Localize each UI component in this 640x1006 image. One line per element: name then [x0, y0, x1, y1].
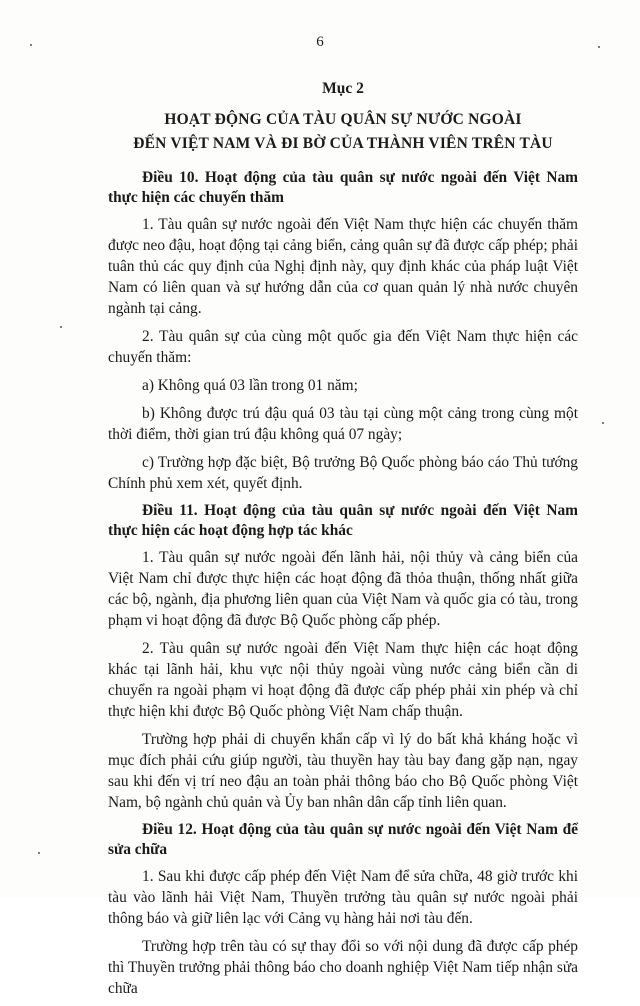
article-paragraph: 2. Tàu quân sự của cùng một quốc gia đến Việt Nam thực hiện các chuyến thăm:	[108, 328, 578, 366]
scan-speck	[38, 852, 40, 854]
article-paragraph: 1. Sau khi được cấp phép đến Việt Nam để sửa chữa, 48 giờ trước khi tàu vào lãnh hải Việt Nam, Thuyền trưởng tàu quân sự nước ngoài phải thông báo và giữ liên lạc với Cảng vụ hàng hải nơi tàu đến.	[108, 868, 578, 927]
article-10	[108, 168, 578, 494]
article-paragraph: 2. Tàu quân sự nước ngoài đến Việt Nam thực hiện các hoạt động khác tại lãnh hải, khu vực nội thủy ngoài vùng nước cảng biển cần di chuyển ra ngoài phạm vi hoạt động đã được cấp phép phải xin phép và chỉ thực hiện khi được Bộ Quốc phòng Việt Nam chấp thuận.	[108, 640, 578, 720]
page-number: 6	[316, 34, 324, 50]
section-title-line: ĐẾN VIỆT NAM VÀ ĐI BỜ CỦA THÀNH VIÊN TRÊN TÀU	[133, 135, 553, 152]
section-label: Mục 2	[322, 80, 364, 97]
article-paragraph: b) Không được trú đậu quá 03 tàu tại cùng một cảng trong cùng một thời điểm, thời gian trú đậu không quá 07 ngày;	[108, 405, 578, 443]
article-heading: Điều 12. Hoạt động của tàu quân sự nước ngoài đến Việt Nam để sửa chữa	[108, 821, 578, 858]
article-heading: Điều 11. Hoạt động của tàu quân sự nước ngoài đến Việt Nam thực hiện các hoạt động hợp tác khác	[108, 502, 578, 539]
scan-speck	[602, 422, 604, 424]
section-title-line: HOẠT ĐỘNG CỦA TÀU QUÂN SỰ NƯỚC NGOÀI	[164, 111, 522, 128]
article-paragraph: 1. Tàu quân sự nước ngoài đến lãnh hải, nội thủy và cảng biển của Việt Nam chỉ được thực hiện các hoạt động đã thỏa thuận, thống nhất giữa các bộ, ngành, địa phương liên quan của Việt Nam và quốc gia có tàu, trong phạm vi hoạt động đã được Bộ Quốc phòng cấp phép.	[108, 549, 578, 629]
scan-speck	[60, 326, 62, 328]
article-paragraph: Trường hợp trên tàu có sự thay đổi so với nội dung đã được cấp phép thì Thuyền trưởng phải thông báo cho doanh nghiệp Việt Nam tiếp nhận sửa chữa	[108, 938, 578, 997]
article-11	[108, 501, 578, 813]
article-paragraph: a) Không quá 03 lần trong 01 năm;	[142, 377, 358, 394]
section-title	[108, 108, 578, 156]
article-heading: Điều 10. Hoạt động của tàu quân sự nước ngoài đến Việt Nam thực hiện các chuyến thăm	[108, 169, 578, 206]
article-paragraph: Trường hợp phải di chuyển khẩn cấp vì lý do bất khả kháng hoặc vì mục đích phải cứu giúp người, tàu thuyền hay tàu bay đang gặp nạn, ngay sau khi đến vị trí neo đậu an toàn phải thông báo cho Bộ Quốc phòng Việt Nam, bộ ngành chủ quản và Ủy ban nhân dân cấp tỉnh liên quan.	[108, 731, 578, 811]
article-paragraph: c) Trường hợp đặc biệt, Bộ trưởng Bộ Quốc phòng báo cáo Thủ tướng Chính phủ xem xét, quyết định.	[108, 454, 578, 492]
document-body	[108, 78, 578, 1006]
article-paragraph: 1. Tàu quân sự nước ngoài đến Việt Nam thực hiện các chuyến thăm được neo đậu, hoạt động tại cảng biển, cảng quân sự đã được cấp phép; phải tuân thủ các quy định của Nghị định này, quy định khác của pháp luật Việt Nam có liên quan và sự hướng dẫn của cơ quan quản lý nhà nước chuyên ngành tại cảng.	[108, 216, 578, 317]
article-12	[108, 820, 578, 999]
